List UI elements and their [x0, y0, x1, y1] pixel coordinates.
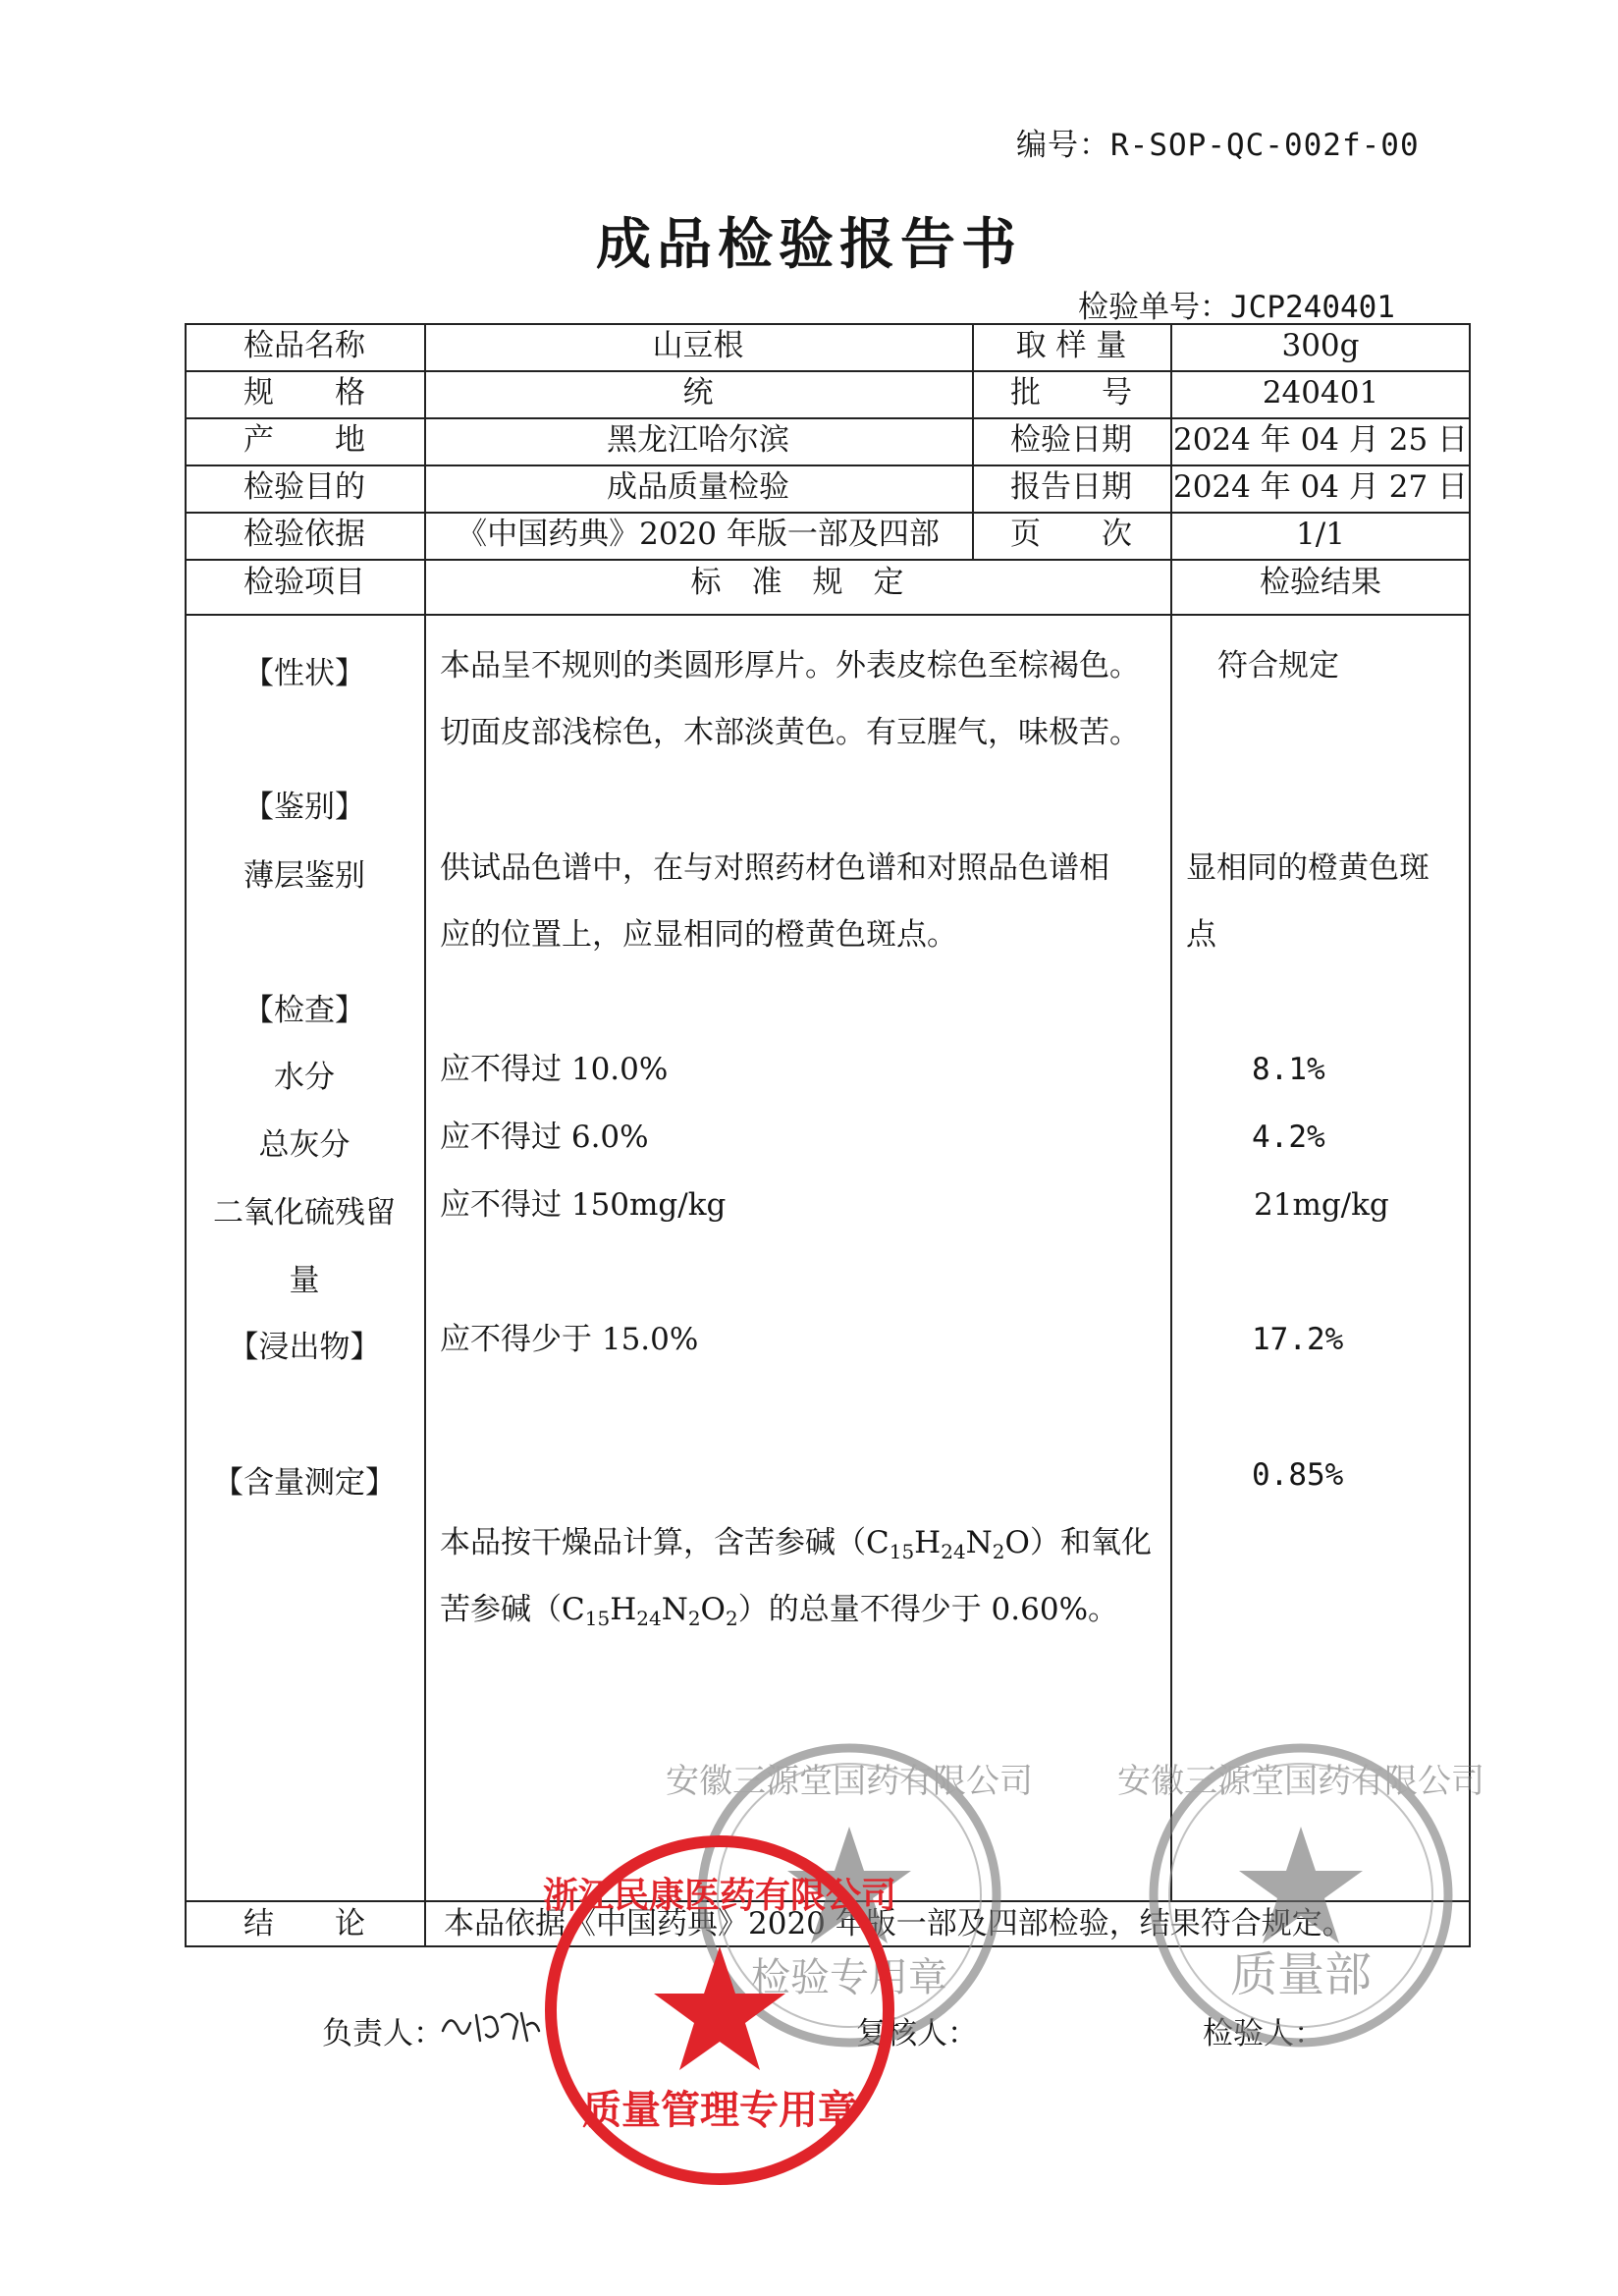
- basis-value: 《中国药典》2020 年版一部及四部: [457, 517, 940, 552]
- tlc-standard-line1: 供试品色谱中，在与对照药材色谱和对照品色谱相: [440, 850, 1109, 886]
- sample-qty-label: 取 样 量: [1015, 328, 1127, 363]
- batch-label: 批 号: [1010, 375, 1132, 410]
- result-header: 检验结果: [1260, 565, 1381, 600]
- svg-text:检验专用章: 检验专用章: [751, 1955, 947, 2000]
- batch-value: 240401: [1262, 375, 1379, 410]
- traits-standard-line2: 切面皮部浅棕色，木部淡黄色。有豆腥气，味极苦。: [440, 715, 1140, 750]
- ash-result: 4.2%: [1252, 1120, 1325, 1155]
- report-date-label: 报告日期: [1010, 469, 1132, 505]
- basis-label: 检验依据: [243, 517, 365, 552]
- reviewer-label: 复核人：: [856, 2016, 978, 2051]
- svg-text:安徽三源堂国药有限公司: 安徽三源堂国药有限公司: [1117, 1762, 1484, 1801]
- tlc-result-line2: 点: [1186, 917, 1216, 953]
- quality-management-seal-stamp: [538, 1829, 901, 2192]
- col-divider: [1170, 323, 1172, 1900]
- row-divider: [185, 559, 1471, 561]
- spec-label: 规 格: [243, 375, 365, 410]
- inspect-date-value: 2024 年 04 月 25 日: [1172, 422, 1469, 458]
- report-date-value: 2024 年 04 月 27 日: [1172, 469, 1469, 505]
- product-name-value: 山豆根: [652, 328, 744, 363]
- so2-standard: 应不得过 150mg/kg: [440, 1187, 727, 1223]
- svg-text:浙江民康医药有限公司: 浙江民康医药有限公司: [542, 1876, 897, 1916]
- origin-value: 黑龙江哈尔滨: [607, 422, 789, 458]
- page-value: 1/1: [1296, 517, 1345, 552]
- assay-result: 0.85%: [1252, 1457, 1344, 1493]
- purpose-value: 成品质量检验: [607, 469, 789, 505]
- svg-text:质量部: 质量部: [1229, 1947, 1373, 2002]
- check-label: 【检查】: [243, 993, 365, 1028]
- sample-qty-value: 300g: [1281, 328, 1360, 363]
- traits-result: 符合规定: [1217, 648, 1339, 683]
- row-divider: [185, 417, 1471, 419]
- origin-label: 产 地: [243, 422, 365, 458]
- so2-result: 21mg/kg: [1254, 1187, 1389, 1223]
- page-label: 页 次: [1010, 517, 1132, 552]
- conclusion-label: 结 论: [243, 1906, 365, 1941]
- row-divider: [185, 614, 1471, 616]
- identification-label: 【鉴别】: [243, 790, 365, 825]
- inspector-label: 检验人：: [1203, 2016, 1324, 2051]
- row-divider: [185, 512, 1471, 514]
- extract-standard: 应不得少于 15.0%: [440, 1322, 699, 1357]
- purpose-label: 检验目的: [243, 469, 365, 505]
- moisture-standard: 应不得过 10.0%: [440, 1052, 669, 1087]
- row-divider: [185, 370, 1471, 372]
- tlc-result-line1: 显相同的橙黄色斑: [1186, 850, 1429, 886]
- row-divider: [185, 465, 1471, 466]
- inspection-number: 检验单号：JCP240401: [1078, 290, 1395, 325]
- tlc-standard-line2: 应的位置上，应显相同的橙黄色斑点。: [440, 917, 957, 953]
- assay-standard-line1: 本品按干燥品计算，含苦参碱$(C_{15}H_{24}N_2O)$和氧化: [440, 1525, 1152, 1563]
- extract-result: 17.2%: [1252, 1322, 1344, 1357]
- ash-standard: 应不得过 6.0%: [440, 1120, 649, 1155]
- extract-label: 【浸出物】: [228, 1330, 381, 1365]
- so2-label-line1: 二氧化硫残留: [213, 1195, 396, 1230]
- svg-text:质量管理专用章: 质量管理专用章: [582, 2088, 857, 2133]
- ash-label: 总灰分: [258, 1127, 351, 1163]
- standard-header: 标 准 规 定: [690, 565, 904, 600]
- page-title: 成品检验报告书: [596, 212, 1022, 277]
- assay-standard-line2: 苦参碱$(C_{15}H_{24}N_2O_2)$的总量不得少于 0.60%。: [440, 1592, 1119, 1630]
- product-name-label: 检品名称: [243, 328, 365, 363]
- moisture-result: 8.1%: [1252, 1052, 1325, 1087]
- responsible-label: 负责人：: [322, 2016, 444, 2051]
- document-number: 编号：R-SOP-QC-002f-00: [1016, 128, 1420, 163]
- inspect-date-label: 检验日期: [1010, 422, 1132, 458]
- assay-label: 【含量测定】: [213, 1465, 396, 1501]
- spec-value: 统: [682, 375, 714, 410]
- item-header: 检验项目: [243, 565, 365, 600]
- traits-standard-line1: 本品呈不规则的类圆形厚片。外表皮棕色至棕褐色。: [440, 648, 1140, 683]
- responsible-signature: [437, 2001, 545, 2049]
- so2-label-line2: 量: [289, 1263, 320, 1298]
- svg-text:安徽三源堂国药有限公司: 安徽三源堂国药有限公司: [666, 1762, 1033, 1801]
- conclusion-text: 本品依据《中国药典》2020 年版一部及四部检验，结果符合规定。: [444, 1906, 1353, 1941]
- traits-label: 【性状】: [243, 656, 365, 691]
- quality-dept-seal-stamp: [1117, 1733, 1484, 2057]
- moisture-label: 水分: [274, 1060, 335, 1095]
- tlc-label: 薄层鉴别: [243, 858, 365, 894]
